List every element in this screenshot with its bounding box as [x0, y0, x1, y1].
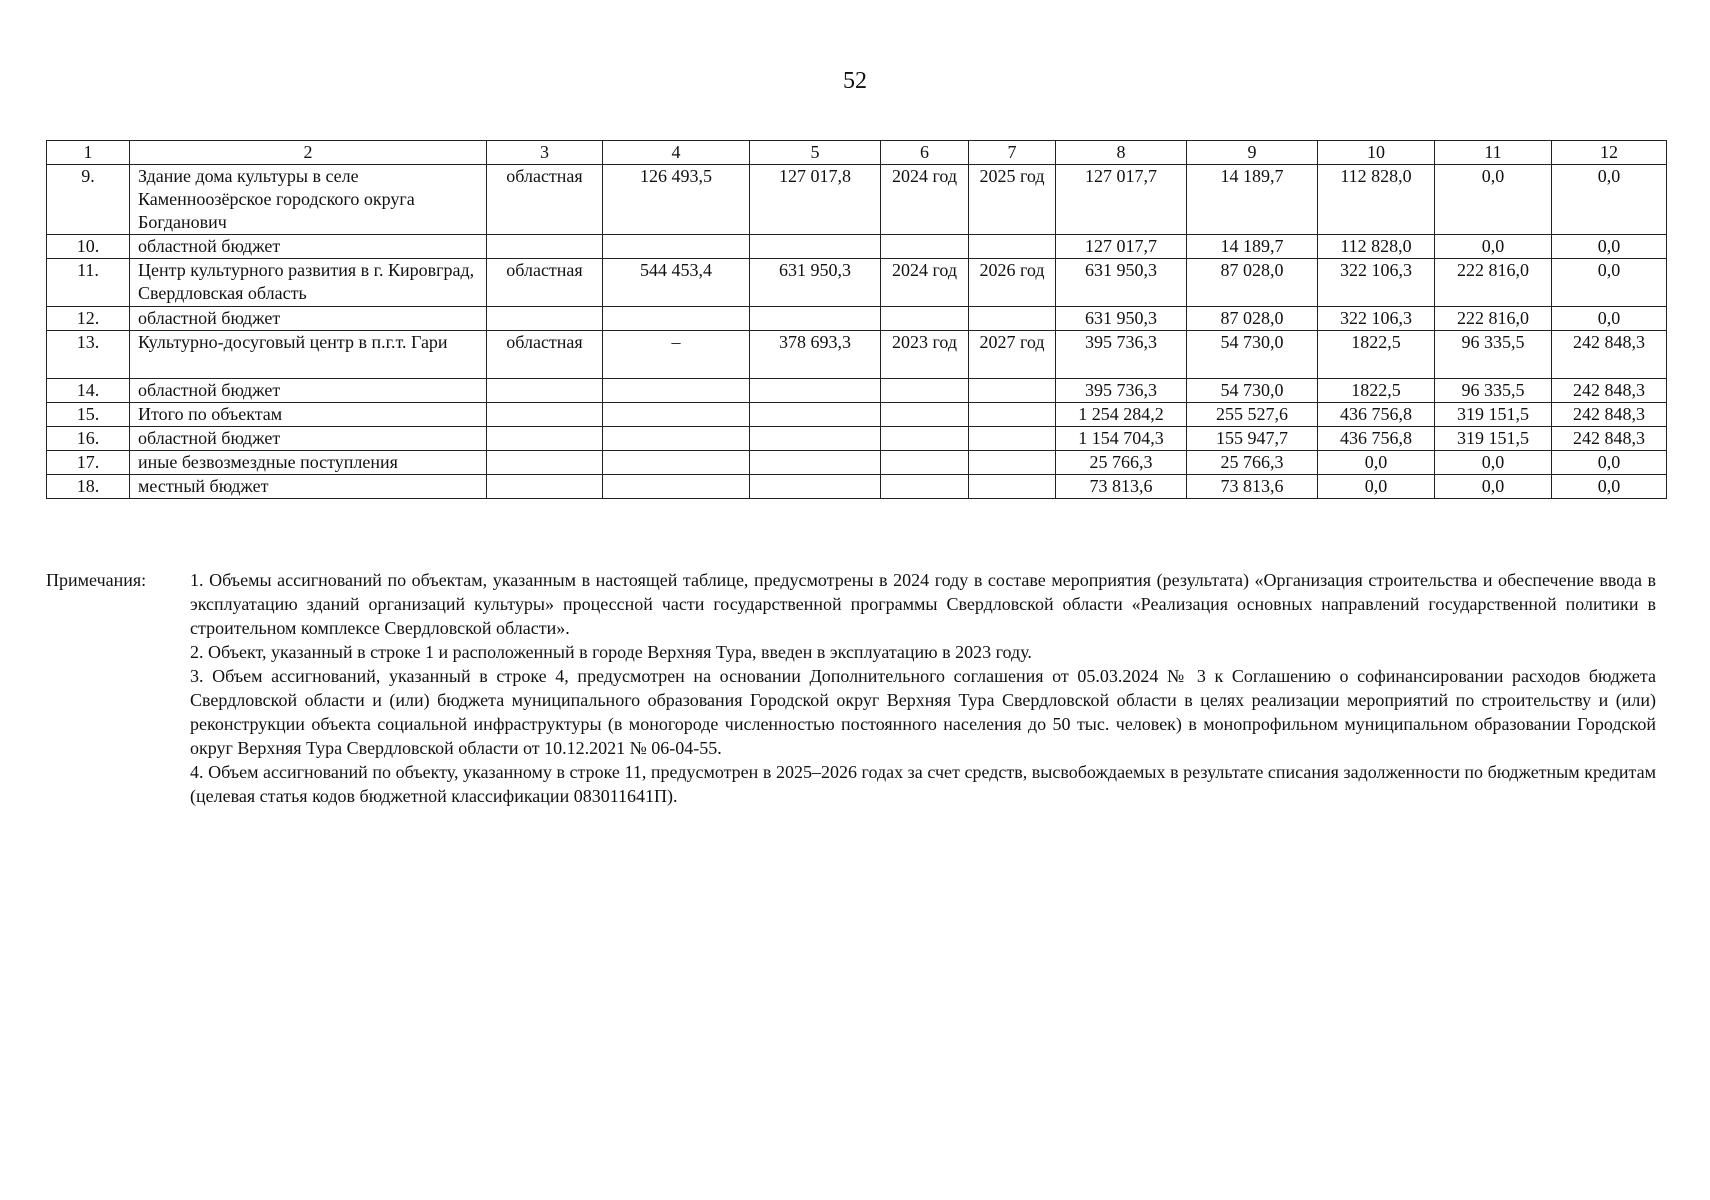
cell-col-11: 96 335,5 — [1435, 331, 1552, 379]
cell-col-11: 0,0 — [1435, 235, 1552, 259]
cell-col-8: 395 736,3 — [1056, 331, 1187, 379]
note-item: 2. Объект, указанный в строке 1 и расположенный в городе Верхняя Тура, введен в эксплуатацию в 2023 году. — [190, 642, 1032, 662]
header-cell: 7 — [969, 141, 1056, 165]
object-name: Центр культурного развития в г. Кировград, Свердловская область — [130, 259, 487, 307]
header-cell: 12 — [1552, 141, 1667, 165]
object-name: областной бюджет — [130, 307, 487, 331]
cell-col-9: 255 527,6 — [1187, 403, 1318, 427]
cell-col-5 — [750, 427, 881, 451]
end-year — [969, 427, 1056, 451]
row-number: 18. — [47, 475, 130, 499]
cell-col-8: 127 017,7 — [1056, 165, 1187, 235]
cell-col-8: 73 813,6 — [1056, 475, 1187, 499]
table-row — [47, 165, 1667, 235]
row-number: 9. — [47, 165, 130, 235]
cell-col-12: 0,0 — [1552, 165, 1667, 235]
row-number: 16. — [47, 427, 130, 451]
cell-col-5: 378 693,3 — [750, 331, 881, 379]
end-year — [969, 379, 1056, 403]
note-item: 4. Объем ассигнований по объекту, указанному в строке 11, предусмотрен в 2025–2026 годах за счет средств, высвобождаемых в результате списания задолженности по бюджетным кредитам (целевая статья кодов бюджетной классификации 083011641П). — [190, 762, 1656, 806]
table-row — [47, 427, 1667, 451]
end-year — [969, 235, 1056, 259]
cell-col-9: 87 028,0 — [1187, 307, 1318, 331]
ownership-level — [487, 307, 603, 331]
cell-col-9: 14 189,7 — [1187, 165, 1318, 235]
end-year — [969, 451, 1056, 475]
ownership-level: областная — [487, 259, 603, 307]
cell-col-4 — [603, 451, 750, 475]
row-number: 17. — [47, 451, 130, 475]
table-row — [47, 331, 1667, 379]
ownership-level — [487, 379, 603, 403]
object-name: Итого по объектам — [130, 403, 487, 427]
table-row — [47, 307, 1667, 331]
table-body — [47, 165, 1667, 499]
cell-col-12: 0,0 — [1552, 235, 1667, 259]
object-name: иные безвозмездные поступления — [130, 451, 487, 475]
cell-col-10: 112 828,0 — [1318, 165, 1435, 235]
end-year — [969, 475, 1056, 499]
cell-col-9: 54 730,0 — [1187, 331, 1318, 379]
budget-table — [46, 140, 1667, 499]
row-number: 13. — [47, 331, 130, 379]
cell-col-5 — [750, 235, 881, 259]
end-year — [969, 307, 1056, 331]
end-year: 2026 год — [969, 259, 1056, 307]
cell-col-4 — [603, 379, 750, 403]
cell-col-4 — [603, 403, 750, 427]
start-year: 2023 год — [881, 331, 969, 379]
cell-col-8: 395 736,3 — [1056, 379, 1187, 403]
end-year — [969, 403, 1056, 427]
cell-col-10: 112 828,0 — [1318, 235, 1435, 259]
row-number: 11. — [47, 259, 130, 307]
row-number: 10. — [47, 235, 130, 259]
notes-body — [190, 568, 1656, 808]
cell-col-11: 319 151,5 — [1435, 427, 1552, 451]
page-number: 52 — [843, 68, 867, 94]
header-cell: 1 — [47, 141, 130, 165]
cell-col-10: 1822,5 — [1318, 379, 1435, 403]
header-cell: 11 — [1435, 141, 1552, 165]
cell-col-4 — [603, 427, 750, 451]
table-row — [47, 379, 1667, 403]
cell-col-11: 0,0 — [1435, 451, 1552, 475]
ownership-level: областная — [487, 165, 603, 235]
notes-label: Примечания: — [46, 570, 147, 590]
object-name: местный бюджет — [130, 475, 487, 499]
cell-col-4: 544 453,4 — [603, 259, 750, 307]
ownership-level — [487, 475, 603, 499]
cell-col-10: 1822,5 — [1318, 331, 1435, 379]
cell-col-8: 25 766,3 — [1056, 451, 1187, 475]
cell-col-5 — [750, 451, 881, 475]
row-number: 12. — [47, 307, 130, 331]
cell-col-10: 436 756,8 — [1318, 427, 1435, 451]
table-row — [47, 475, 1667, 499]
cell-col-9: 155 947,7 — [1187, 427, 1318, 451]
header-cell: 3 — [487, 141, 603, 165]
cell-col-12: 0,0 — [1552, 307, 1667, 331]
start-year: 2024 год — [881, 165, 969, 235]
row-number: 14. — [47, 379, 130, 403]
notes-section — [46, 568, 1656, 808]
cell-col-9: 54 730,0 — [1187, 379, 1318, 403]
start-year — [881, 235, 969, 259]
start-year — [881, 451, 969, 475]
start-year — [881, 379, 969, 403]
start-year — [881, 475, 969, 499]
cell-col-8: 1 154 704,3 — [1056, 427, 1187, 451]
header-cell: 10 — [1318, 141, 1435, 165]
end-year: 2027 год — [969, 331, 1056, 379]
cell-col-4 — [603, 235, 750, 259]
start-year — [881, 403, 969, 427]
cell-col-12: 0,0 — [1552, 259, 1667, 307]
table-row — [47, 235, 1667, 259]
cell-col-11: 0,0 — [1435, 475, 1552, 499]
start-year — [881, 307, 969, 331]
cell-col-8: 631 950,3 — [1056, 307, 1187, 331]
cell-col-4: 126 493,5 — [603, 165, 750, 235]
ownership-level: областная — [487, 331, 603, 379]
cell-col-11: 319 151,5 — [1435, 403, 1552, 427]
cell-col-11: 222 816,0 — [1435, 259, 1552, 307]
note-item: 1. Объемы ассигнований по объектам, указанным в настоящей таблице, предусмотрены в 2024 году в составе мероприятия (результата) «Организация строительства и обеспечение ввода в эксплуатацию зданий организаций культуры» процессной части государственной программы Свердловской области «Реализация основных направлений государственной политики в строительном комплексе Свердловской области». — [190, 570, 1656, 638]
start-year: 2024 год — [881, 259, 969, 307]
cell-col-4: – — [603, 331, 750, 379]
object-name: Здание дома культуры в селе Каменноозёрское городского округа Богданович — [130, 165, 487, 235]
ownership-level — [487, 403, 603, 427]
cell-col-10: 0,0 — [1318, 475, 1435, 499]
header-cell: 9 — [1187, 141, 1318, 165]
ownership-level — [487, 235, 603, 259]
header-cell: 6 — [881, 141, 969, 165]
table-row — [47, 403, 1667, 427]
cell-col-4 — [603, 475, 750, 499]
cell-col-5 — [750, 379, 881, 403]
cell-col-5 — [750, 403, 881, 427]
cell-col-9: 25 766,3 — [1187, 451, 1318, 475]
header-cell: 2 — [130, 141, 487, 165]
header-cell: 5 — [750, 141, 881, 165]
cell-col-12: 242 848,3 — [1552, 331, 1667, 379]
cell-col-12: 242 848,3 — [1552, 427, 1667, 451]
table-row — [47, 451, 1667, 475]
object-name: областной бюджет — [130, 235, 487, 259]
cell-col-5 — [750, 307, 881, 331]
header-row — [47, 141, 1667, 165]
header-cell: 8 — [1056, 141, 1187, 165]
end-year: 2025 год — [969, 165, 1056, 235]
cell-col-9: 87 028,0 — [1187, 259, 1318, 307]
object-name: областной бюджет — [130, 379, 487, 403]
cell-col-9: 14 189,7 — [1187, 235, 1318, 259]
ownership-level — [487, 451, 603, 475]
cell-col-10: 322 106,3 — [1318, 307, 1435, 331]
cell-col-4 — [603, 307, 750, 331]
cell-col-11: 222 816,0 — [1435, 307, 1552, 331]
object-name: областной бюджет — [130, 427, 487, 451]
cell-col-10: 322 106,3 — [1318, 259, 1435, 307]
row-number: 15. — [47, 403, 130, 427]
cell-col-5: 127 017,8 — [750, 165, 881, 235]
table-row — [47, 259, 1667, 307]
cell-col-8: 1 254 284,2 — [1056, 403, 1187, 427]
ownership-level — [487, 427, 603, 451]
cell-col-8: 631 950,3 — [1056, 259, 1187, 307]
cell-col-10: 0,0 — [1318, 451, 1435, 475]
cell-col-5: 631 950,3 — [750, 259, 881, 307]
cell-col-10: 436 756,8 — [1318, 403, 1435, 427]
cell-col-12: 0,0 — [1552, 451, 1667, 475]
cell-col-12: 242 848,3 — [1552, 403, 1667, 427]
header-cell: 4 — [603, 141, 750, 165]
cell-col-9: 73 813,6 — [1187, 475, 1318, 499]
cell-col-12: 242 848,3 — [1552, 379, 1667, 403]
cell-col-11: 96 335,5 — [1435, 379, 1552, 403]
cell-col-8: 127 017,7 — [1056, 235, 1187, 259]
start-year — [881, 427, 969, 451]
cell-col-11: 0,0 — [1435, 165, 1552, 235]
cell-col-5 — [750, 475, 881, 499]
note-item: 3. Объем ассигнований, указанный в строке 4, предусмотрен на основании Дополнительного соглашения от 05.03.2024 № 3 к Соглашению о софинансировании расходов бюджета Свердловской области и (или) бюджета муниципального образования Городской округ Верхняя Тура Свердловской области в целях реализации мероприятий по строительству и (или) реконструкции объекта социальной инфраструктуры (в моногороде численностью постоянного населения до 50 тыс. человек) в монопрофильном муниципальном образовании Городской округ Верхняя Тура Свердловской области от 10.12.2021 № 06-04-55. — [190, 666, 1656, 758]
table-header — [47, 141, 1667, 165]
object-name: Культурно-досуговый центр в п.г.т. Гари — [130, 331, 487, 379]
cell-col-12: 0,0 — [1552, 475, 1667, 499]
